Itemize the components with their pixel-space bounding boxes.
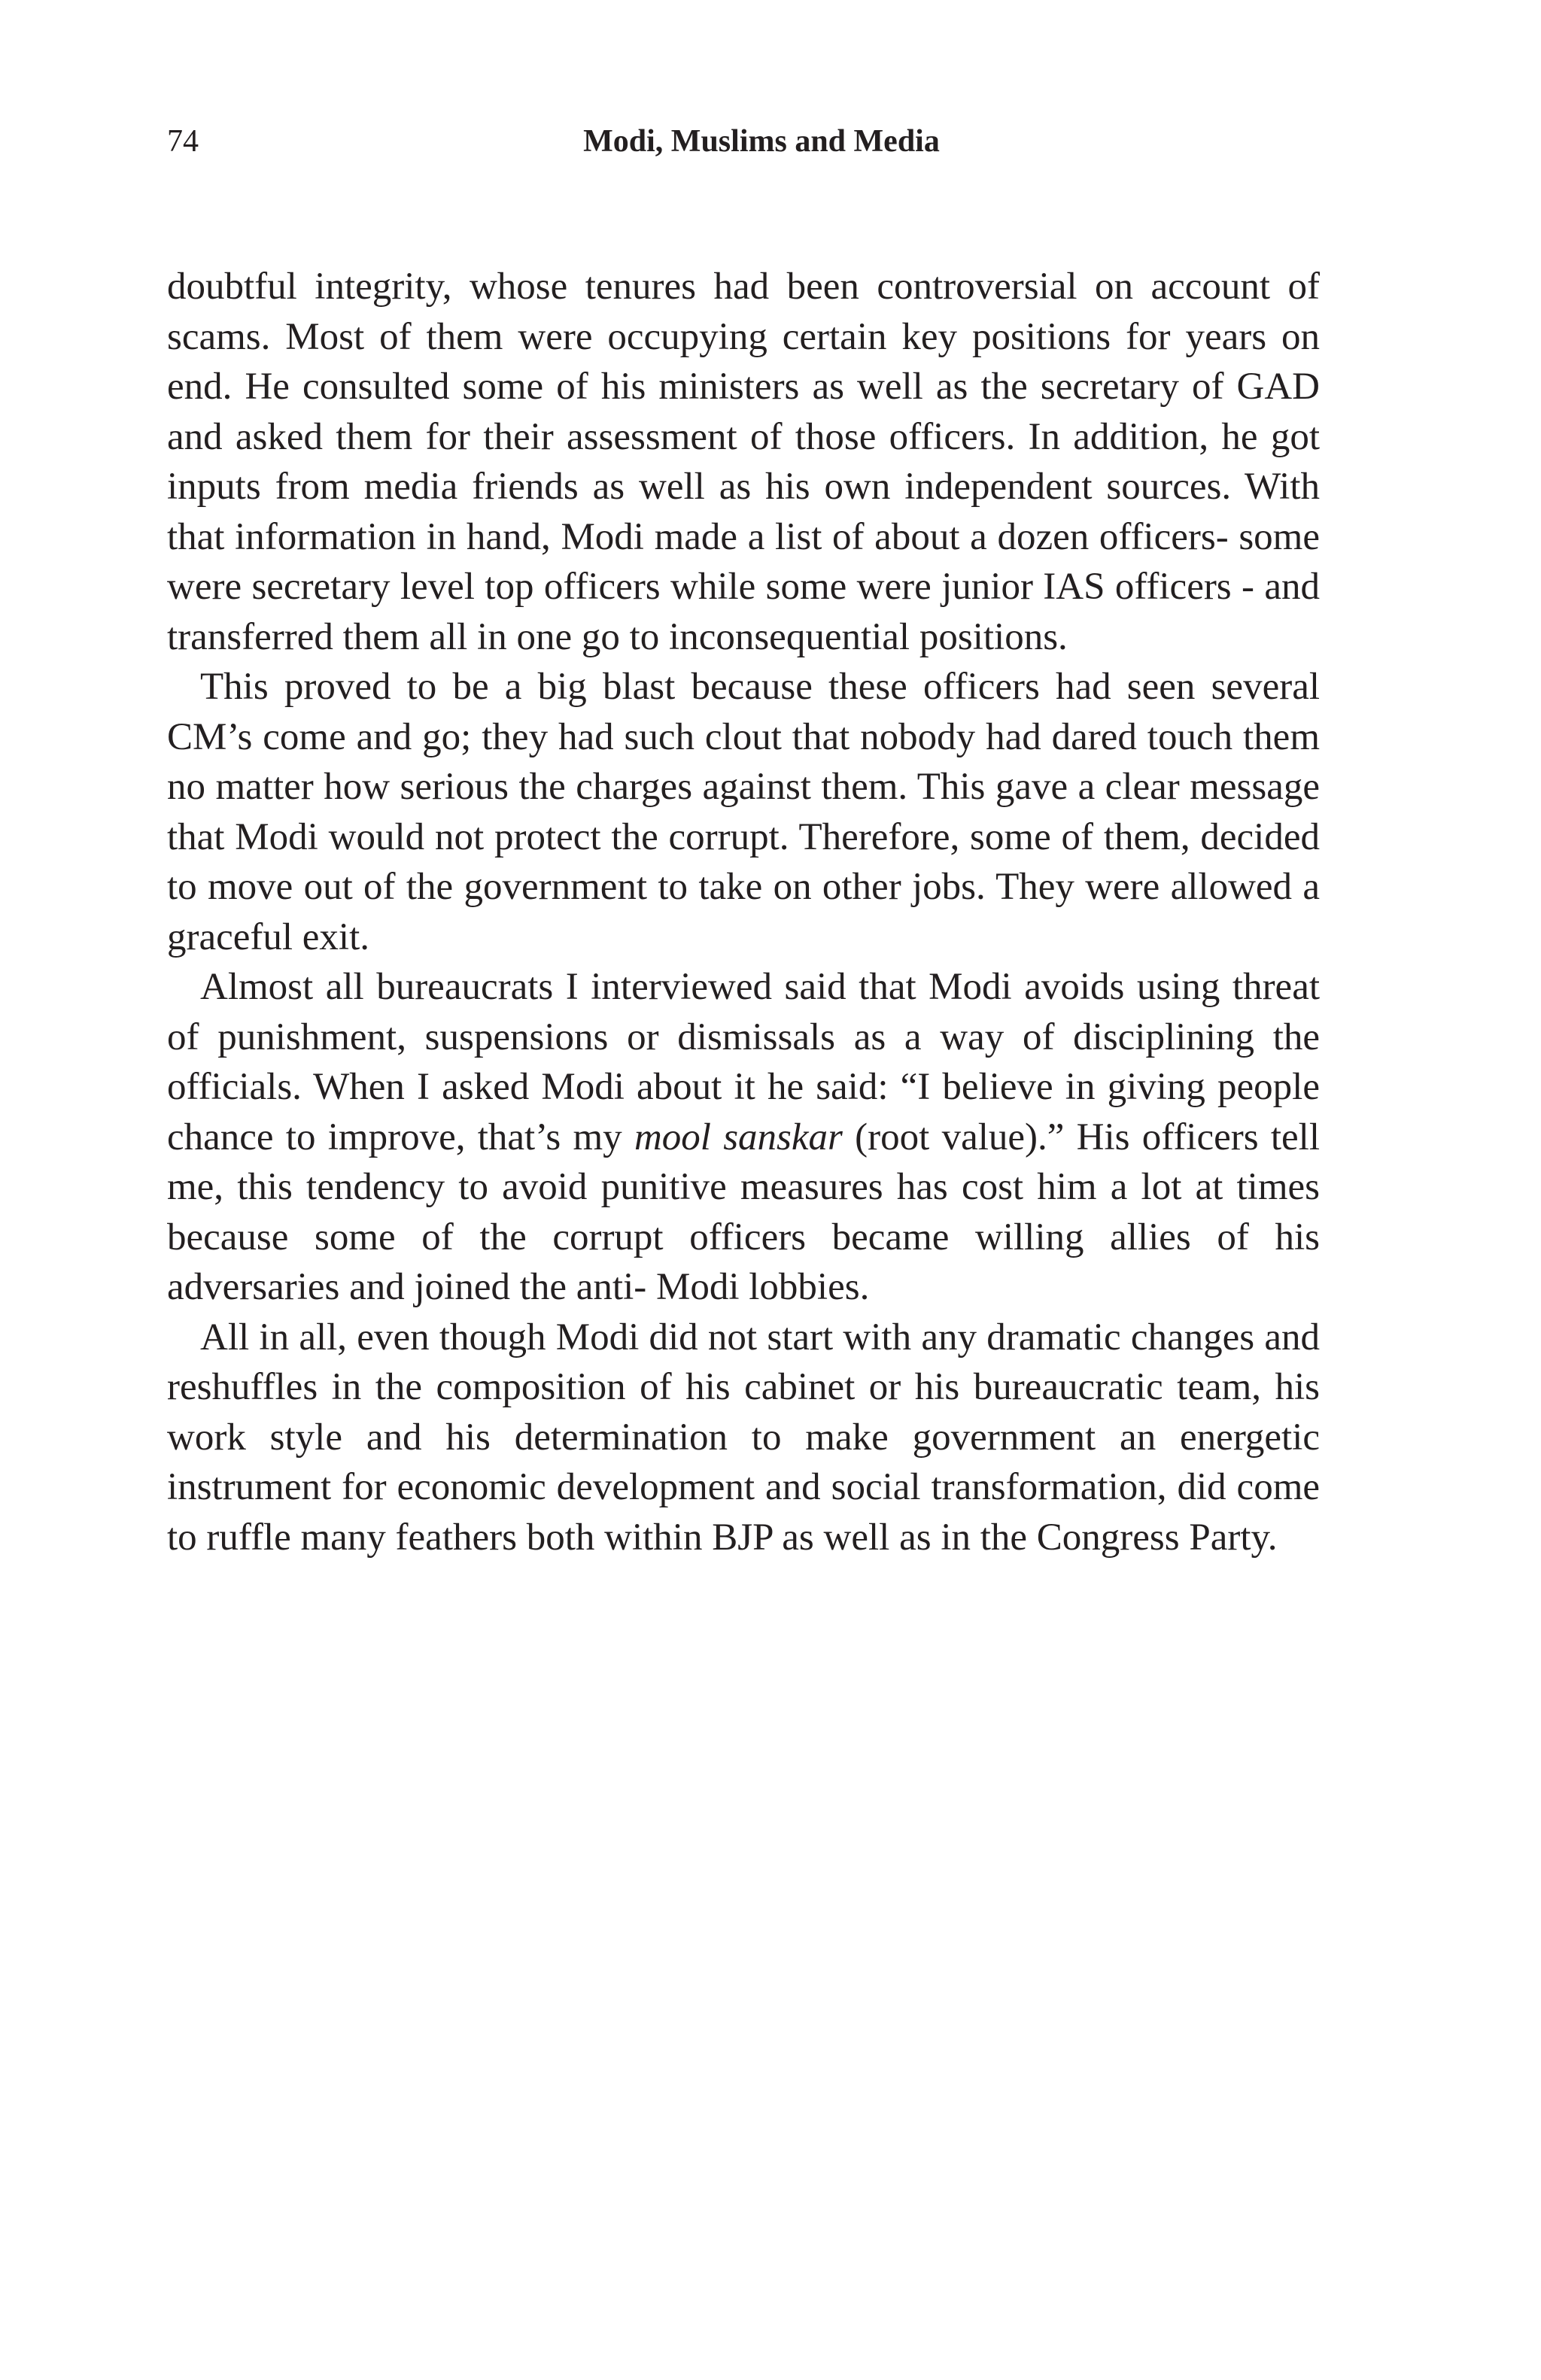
- paragraph-2: This proved to be a big blast because these officers had seen several CM’s come and go; they had such clout that nobody had dared touch them no matter how serious the charges against them. This gave a clear message that Modi would not protect the corrupt. Therefore, some of them, decided to move out of the government to take on other jobs. They were allowed a graceful exit.: [167, 666, 1320, 958]
- book-title: Modi, Muslims and Media: [583, 124, 940, 159]
- paragraph-3-text-after: (root value).” His officers tell me, this tendency to avoid punitive measures has cost him a lot at times because some of the corrupt officers became willing allies of his adversaries and joined the anti- Modi lobbies.: [167, 1116, 1320, 1308]
- paragraph-3: [167, 962, 1320, 1313]
- paragraph-4: All in all, even though Modi did not start with any dramatic changes and reshuffles in the composition of his cabinet or his bureaucratic team, his work style and his determination to make government an energetic instrument for economic development and social transformation, did come to ruffle many feathers both within BJP as well as in the Congress Party.: [167, 1316, 1320, 1559]
- paragraph-3-text-before: Almost all bureaucrats I interviewed said that Modi avoids using threat of punishment, suspensions or dismissals as a way of disciplining the officials. When I asked Modi about it he said: “I believe in giving people chance to improve, that’s my: [167, 966, 1320, 1158]
- paragraph-1: doubtful integrity, whose tenures had been controversial on account of scams. Most of them were occupying certain key positions for years on end. He consulted some of his ministers as well as the secretary of GAD and asked them for their assessment of those officers. In addition, he got inputs from media friends as well as his own independent sources. With that information in hand, Modi made a list of about a dozen officers- some were secretary level top officers while some were junior IAS officers - and transferred them all in one go to inconsequential positions.: [167, 266, 1320, 658]
- page-number: 74: [167, 124, 199, 159]
- body-text: [167, 262, 1320, 1562]
- running-header: [167, 119, 1320, 164]
- paragraph-3-italic-term: mool sanskar: [634, 1116, 843, 1158]
